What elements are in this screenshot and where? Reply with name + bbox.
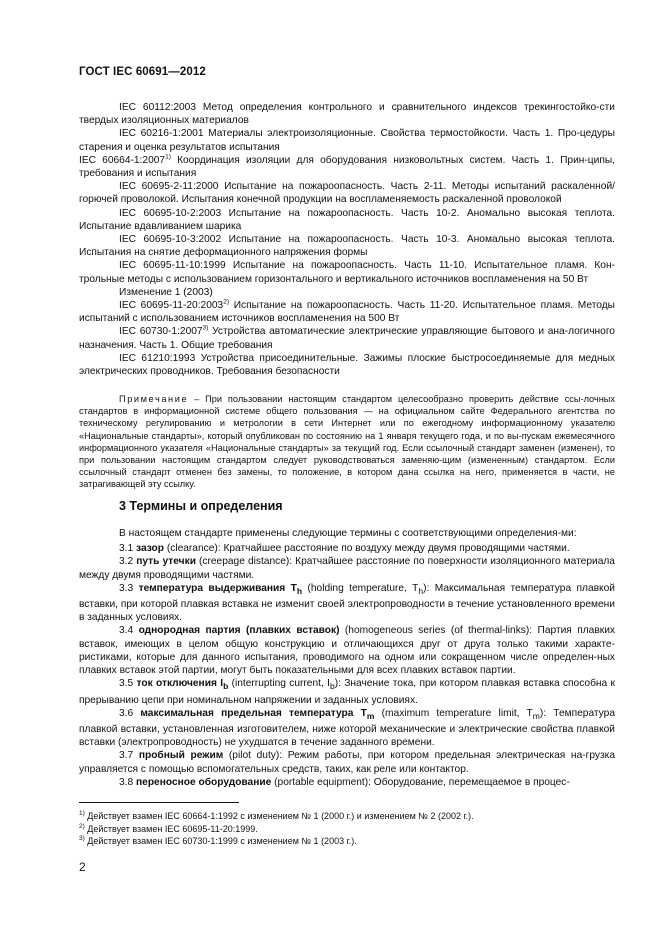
- reference-amendment: Изменение 1 (2003): [119, 286, 213, 298]
- term-definition-text: ): Максимальная температура плавкой вставки, при которой плавкая вставка не изменит своей электропроводности в течение установленного времени в заданных условиях.: [79, 582, 615, 624]
- reference-item: IEC 60112:2003 Метод определения контрольного и сравнительного индексов трекингостойко-сти твердых изоляционных материалов: [79, 102, 615, 127]
- terms-list: [79, 542, 615, 789]
- reference-item: IEC 61210:1993 Устройства присоединительные. Зажимы плоские быстросоединяемые для медных электрических проводников. Требования безопасности: [79, 352, 615, 378]
- reference-text: Испытание на пожароопасность. Часть 11-20. Испытательное пламя. Методы испытаний с использованием источников воспламенения на 500 Вт: [79, 300, 615, 325]
- term-number: 3.2: [119, 556, 134, 568]
- note-block: [79, 393, 615, 491]
- term-subscript: h: [296, 585, 303, 596]
- term-name: переносное оборудование: [136, 776, 272, 788]
- reference-code: IEC 60730-1:2007: [119, 326, 203, 338]
- footnote-mark: 3): [79, 835, 85, 842]
- term-name: ток отключения I: [136, 678, 224, 690]
- note-label: Примечание: [119, 394, 189, 404]
- footnote: [79, 810, 615, 823]
- reference-item: IEC 60695-11-10:1999 Испытание на пожароопасность. Часть 11-10. Испытательное пламя. Кон-трольные методы с использованием горизонтального и вертикального источников воспламенения на 50 Вт: [79, 260, 615, 285]
- reference-item: IEC 60695-10-2:2003 Испытание на пожароопасность. Часть 10-2. Аномально высокая теплота. Испытание вдавливанием шарика: [79, 207, 615, 232]
- term-name: зазор: [136, 543, 164, 555]
- term-number: 3.1: [119, 543, 134, 555]
- normative-references: [79, 101, 615, 378]
- term-subscript: m: [532, 710, 540, 721]
- reference-text: Координация изоляции для оборудования низковольтных систем. Часть 1. Прин-ципы, требования и испытания: [79, 154, 615, 180]
- term-definition-text: ): Температура плавкой вставки, установленная изготовителем, ниже которой механические и электрические свойства плавкой вставки (электропроводность) не ухудшатся в течение заданного времени.: [79, 707, 615, 749]
- footnote-text: Действует взамен IEC 60730-1:1999 с изменением № 1 (2003 г.).: [87, 836, 357, 846]
- note-text: – При пользовании настоящим стандартом целесообразно проверить действие ссы-лочных стандартов в информационной системе общего пользования — на официальном сайте Федерального агентства по техническому регулированию и метрологии в сети Интернет или по ежегодному информационному указателю «Национальные стандарты», который опубликован по состоянию на 1 января текущего года, и по вы-пускам ежемесячного информационного указателя «Национальные стандарты» за текущий год. Если ссылочный стандарт заменен (изменен), то при пользовании настоящим стандартом следует руководствоваться заменяю-щим (измененным) стандартом. Если ссылочный стандарт отменен без замены, то положение, в котором дана ссылка на него, применяется в части, не затрагивающей эту ссылку.: [79, 394, 615, 490]
- footnote: [79, 835, 615, 848]
- term-number: 3.7: [119, 750, 134, 762]
- page-number: 2: [79, 860, 86, 874]
- term-definition: [79, 707, 615, 750]
- term-subscript: h: [418, 585, 424, 596]
- reference-item: IEC 60695-10-3:2002 Испытание на пожароопасность. Часть 10-3. Аномально высокая теплота. Испытания на снятие деформационного напряжения формы: [79, 234, 615, 259]
- term-definition-text: (homogeneous series (of thermal-links): Партия плавких вставок, имеющих в целом общую конструкцию и отличающихся друг от друга только такими характе-ристиками, которые для данного испытания, проводимого на одном или сокращенном числе определен-ных плавких вставок этой партии, могут быть показательными для всех плавких вставок партии.: [79, 625, 615, 677]
- term-name: путь утечки: [136, 556, 196, 568]
- reference-code: IEC 60695-11-20:2003: [119, 300, 224, 312]
- term-definition: [79, 749, 615, 775]
- term-name: пробный режим: [138, 750, 224, 762]
- footnote-mark: 2): [79, 822, 85, 830]
- section-intro: В настоящем стандарте применены следующие термины с соответствующими определения-ми:: [119, 528, 577, 539]
- term-definition: [79, 776, 615, 789]
- term-definition-text: (pilot duty): Режим работы, при котором предельная электрическая на-грузка управляется с помощью вспомогательных средств, таких, как реле или контактор.: [79, 750, 616, 775]
- footnote-mark: 1): [165, 153, 171, 161]
- term-definition: [79, 542, 615, 555]
- section-title: 3 Термины и определения: [119, 499, 283, 513]
- reference-item: [79, 299, 615, 325]
- term-definition: [79, 624, 615, 677]
- reference-item: [79, 325, 615, 351]
- term-name: однородная партия (плавких вставок): [138, 625, 340, 637]
- term-name: максимальная предельная температура T: [140, 707, 367, 719]
- term-definition-text: (maximum temperature limit, T: [374, 707, 533, 719]
- term-name: температура выдерживания T: [138, 582, 297, 594]
- reference-text: Устройства автоматические электрические управляющие бытового и ана-логичного назначения. Часть 1. Общие требования: [79, 326, 615, 351]
- term-definition: [79, 582, 615, 625]
- footnote-mark: 3): [202, 325, 209, 333]
- term-definition-text: (portable equipment): Оборудование, перемещаемое в процес-: [271, 776, 570, 788]
- term-number: 3.6: [119, 707, 134, 719]
- footnote-mark: 2): [223, 298, 229, 306]
- reference-code: IEC 60664-1:2007: [79, 154, 166, 166]
- term-definition-text: (creepage distance): Кратчайшее расстояние по поверхности изоляционного материала между двумя проводящими частями.: [79, 556, 615, 581]
- term-subscript: b: [223, 681, 229, 692]
- term-subscript: m: [366, 710, 375, 721]
- term-number: 3.3: [119, 582, 134, 594]
- reference-item: [79, 154, 615, 180]
- reference-item: IEC 60695-2-11:2000 Испытание на пожароопасность. Часть 2-11. Методы испытаний раскаленной/горючей проволокой. Испытания конечной продукции на воспламеняемость раскаленной проволокой: [79, 181, 615, 206]
- footnote-mark: 1): [79, 810, 85, 817]
- term-number: 3.4: [119, 625, 134, 637]
- term-number: 3.8: [119, 776, 134, 788]
- term-definition: [79, 555, 615, 581]
- document-header: ГОСТ IEC 60691—2012: [79, 66, 206, 78]
- footnote-text: Действует взамен IEC 60695-11-20:1999.: [87, 823, 258, 834]
- terms-section: [79, 527, 615, 789]
- term-definition-text: (holding temperature, T: [302, 582, 419, 594]
- term-definition: [79, 677, 615, 706]
- footnote-text: Действует взамен IEC 60664-1:1992 с изменением № 1 (2000 г.) и изменением № 2 (2002 г.).: [87, 811, 474, 821]
- footnote: [79, 823, 615, 836]
- term-definition-text: (interrupting current, I: [228, 678, 330, 690]
- term-subscript: b: [329, 681, 335, 692]
- footnotes: [79, 810, 615, 848]
- footnote-divider: [79, 802, 239, 803]
- term-definition-text: ): Значение тока, при котором плавкая вставка способна к прерыванию цепи при номинальном напряжении и заданных условиях.: [79, 678, 616, 706]
- term-definition-text: (clearance): Кратчайшее расстояние по воздуху между двумя проводящими частями.: [164, 543, 570, 555]
- reference-item: IEC 60216-1:2001 Материалы электроизоляционные. Свойства термостойкости. Часть 1. Про-цедуры старения и оценка результатов испытания: [79, 128, 615, 153]
- term-number: 3.5: [119, 678, 134, 690]
- note-paragraph: [79, 393, 615, 491]
